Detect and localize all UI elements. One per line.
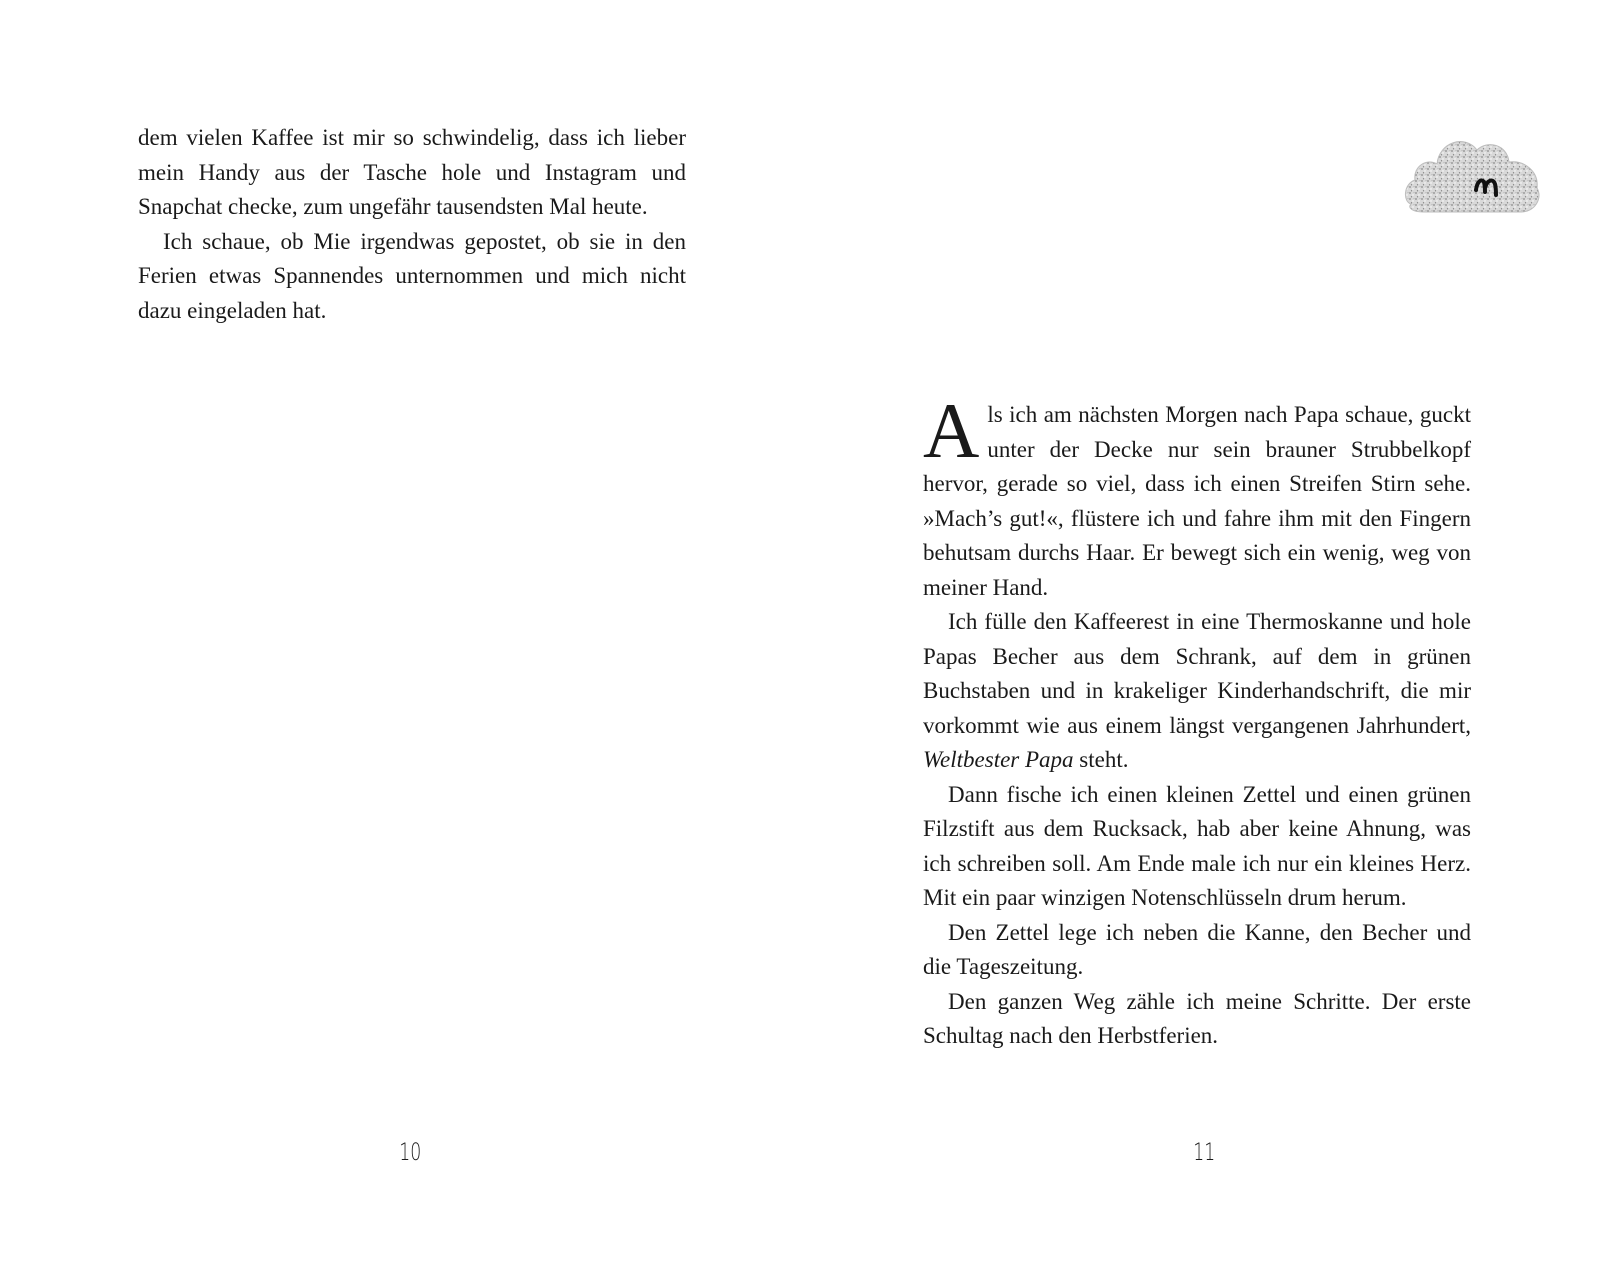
page-number: 10 [399, 1138, 422, 1166]
page-number: 11 [1193, 1138, 1216, 1166]
paragraph-text: ls ich am nächsten Morgen nach Papa schaue, guckt unter der Decke nur sein brauner Strubbelkopf hervor, gerade so viel, dass ich einen Streifen Stirn sehe. »Mach’s gut!«, flüstere ich und fahre ihm mit den Fingern behutsam durchs Haar. Er bewegt sich ein wenig, weg von meiner Hand. [923, 402, 1471, 600]
mug-inscription: Weltbester Papa [923, 747, 1074, 772]
paragraph: Den ganzen Weg zähle ich meine Schritte. Der erste Schultag nach den Herbstferien. [923, 988, 1471, 1048]
paragraph [923, 387, 1471, 605]
right-page [800, 0, 1600, 1274]
paragraph: dem vielen Kaffee ist mir so schwindelig, dass ich lieber mein Handy aus der Tasche hole und Instagram und Snapchat checke, zum ungefähr tausendsten Mal heute. [138, 125, 686, 219]
paragraph [923, 605, 1471, 778]
paragraph: Ich schaue, ob Mie irgendwas gepostet, ob sie in den Ferien etwas Spannendes unternommen und mich nicht dazu eingeladen hat. [138, 228, 686, 323]
cloud-illustration-icon [1403, 132, 1543, 222]
right-page-text [923, 387, 1471, 1054]
left-page-text [138, 121, 686, 328]
paragraph: Den Zettel lege ich neben die Kanne, den Becher und die Tageszeitung. [923, 919, 1471, 979]
paragraph-text: Ich fülle den Kaffeerest in eine Thermoskanne und hole Papas Becher aus dem Schrank, auf dem in grünen Buchstaben und in krakeliger Kinderhandschrift, die mir vorkommt wie aus einem längst vergangenen Jahrhundert, [923, 609, 1471, 738]
paragraph-text: steht. [1073, 747, 1129, 772]
paragraph: Dann fische ich einen kleinen Zettel und einen grünen Filzstift aus dem Rucksack, hab aber keine Ahnung, was ich schreiben soll. Am Ende male ich nur ein kleines Herz. Mit ein paar winzigen Notenschlüsseln drum herum. [923, 781, 1471, 910]
drop-cap: A [923, 387, 980, 474]
